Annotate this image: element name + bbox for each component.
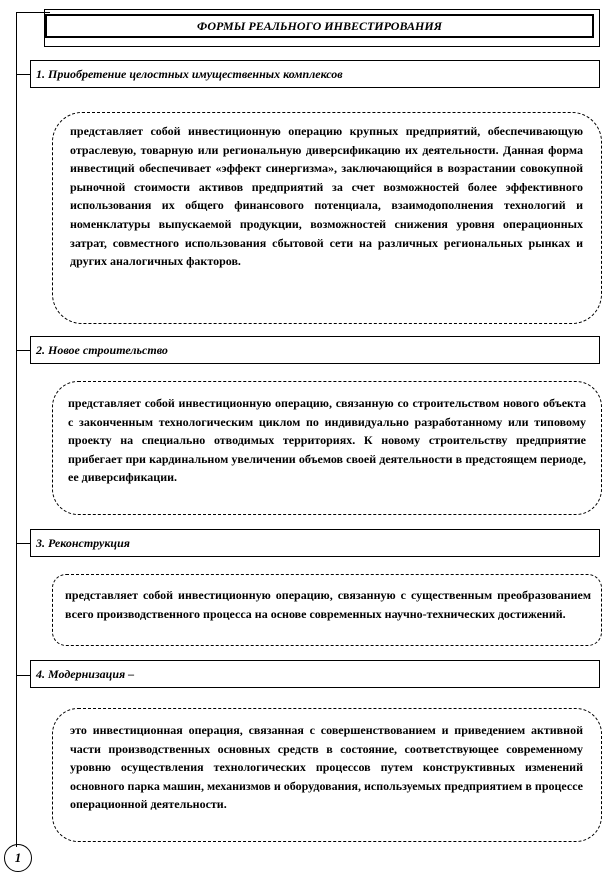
section-4-heading: 4. Модернизация – xyxy=(30,660,600,688)
section-4-description: это инвестиционная операция, связанная с совершенствованием и приведением активной части производственных основных средств в состояние, соответствующее современному уровню осуществления технологических процессов путем конструктивных изменений основного парка машин, механизмов и оборудования, используемых предприятием в процессе операционной деятельности. xyxy=(52,708,602,842)
section-2-connector xyxy=(16,350,30,351)
section-3-connector xyxy=(16,543,30,544)
connector-spine xyxy=(16,12,17,847)
section-1-heading: 1. Приобретение целостных имущественных комплексов xyxy=(30,60,600,88)
diagram-title-box xyxy=(44,9,600,47)
section-4-connector xyxy=(16,675,30,676)
section-1-connector xyxy=(16,74,30,75)
section-2-description: представляет собой инвестиционную операцию, связанную со строительством нового объекта с законченным технологическим циклом по индивидуально разработанному или типовому проекту на специально отводимых территориях. К новому строительству предприятие прибегает при кардинальном увеличении объемов своей деятельности в предстоящем периоде, ее диверсификации. xyxy=(52,381,602,515)
section-3-heading: 3. Реконструкция xyxy=(30,529,600,557)
page-number-circle: 1 xyxy=(4,844,32,872)
section-2-heading: 2. Новое строительство xyxy=(30,336,600,364)
section-1-description: представляет собой инвестиционную операцию крупных предприятий, обеспечивающую отраслевую, товарную или региональную диверсификацию их деятельности. Данная форма инвестиций обеспечивает «эффект синергизма», заключающийся в возрастании совокупной рыночной стоимости активов предприятий за счет возможностей более эффективного использования их общего финансового потенциала, взаимодополнения технологий и номенклатуры выпускаемой продукции, возможностей снижения уровня операционных затрат, совместного использования сбытовой сети на различных региональных рынках и других аналогичных факторов. xyxy=(52,112,602,324)
diagram-title: ФОРМЫ РЕАЛЬНОГО ИНВЕСТИРОВАНИЯ xyxy=(45,14,594,38)
section-3-description: представляет собой инвестиционную операцию, связанную с существенным преобразованием всего производственного процесса на основе современных научно-технических достижений. xyxy=(52,574,602,646)
